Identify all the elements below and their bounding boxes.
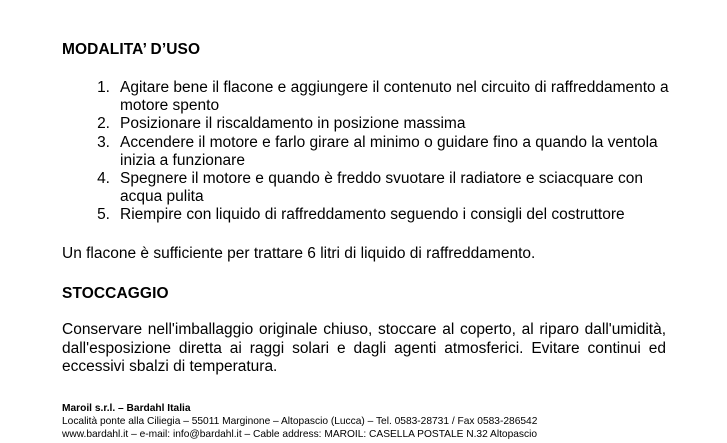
usage-heading: MODALITA’ D’USO	[62, 41, 201, 58]
step-number: 3.	[97, 133, 110, 151]
step-text: Accendere il motore e farlo girare al minimo o guidare fino a quando la ventola inizia a funzionare	[120, 133, 658, 169]
storage-paragraph: Conservare nell'imballaggio originale chiuso, stoccare al coperto, al riparo dall'umidità, dall'esposizione diretta ai raggi solari e dagli agenti atmosferici. Evitare continui ed eccessivi sbalzi di temperatura.	[62, 321, 666, 375]
step-text: Agitare bene il flacone e aggiungere il contenuto nel circuito di raffreddamento a motore spento	[120, 79, 669, 115]
footer-company-name: Maroil s.r.l. – Bardahl Italia	[62, 403, 191, 414]
step-number: 5.	[97, 206, 110, 224]
step-number: 4.	[97, 170, 110, 188]
dose-paragraph: Un flacone è sufficiente per trattare 6 litri di liquido di raffreddamento.	[62, 245, 536, 262]
list-item	[62, 134, 682, 170]
footer-contacts: www.bardahl.it – e-mail: info@bardahl.it – Cable address: MAROIL: CASELLA POSTALE N.32 Altopascio	[62, 429, 538, 441]
usage-steps-list	[62, 79, 682, 225]
company-footer	[62, 402, 682, 442]
list-item	[62, 206, 682, 224]
step-text: Riempire con liquido di raffreddamento seguendo i consigli del costruttore	[120, 206, 625, 224]
step-number: 2.	[97, 115, 110, 133]
footer-address: Località ponte alla Ciliegia – 55011 Marginone – Altopascio (Lucca) – Tel. 0583-28731 / Fax 0583-286542	[62, 416, 538, 428]
step-number: 1.	[97, 79, 110, 96]
step-text: Spegnere il motore e quando è freddo svuotare il radiatore e sciacquare con acqua pulita	[120, 170, 644, 206]
list-item	[62, 79, 682, 115]
list-item	[62, 170, 682, 206]
storage-heading: STOCCAGGIO	[62, 285, 169, 302]
step-text: Posizionare il riscaldamento in posizione massima	[120, 115, 466, 133]
list-item	[62, 115, 682, 133]
